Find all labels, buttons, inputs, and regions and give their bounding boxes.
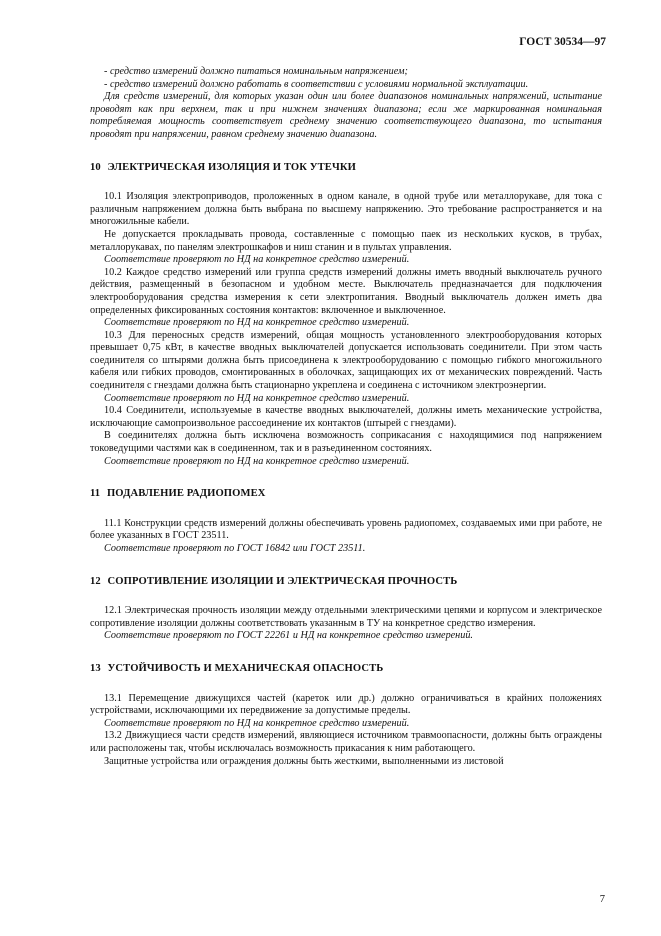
section-12-number: 12 — [90, 575, 101, 587]
section-10-heading — [90, 162, 602, 175]
compliance-note: Соответствие проверяют по НД на конкретное средство измерений. — [104, 392, 410, 404]
paragraph-13-2: 13.2 Движущиеся части средств измерений, являющиеся источником травмоопасности, должны быть ограждены или расположены так, чтобы исключалась возможность прикасания к ним работающего. — [90, 730, 602, 754]
paragraph-10-4-cont: В соединителях должна быть исключена возможность соприкасания с находящимися под напряжением токоведущими частями как в соединенном, так и в разъединенном состояниях. — [90, 430, 602, 455]
section-10-number: 10 — [90, 161, 101, 173]
paragraph-11-1: 11.1 Конструкции средств измерений должны обеспечивать уровень радиопомех, создаваемых ими при работе, не более указанных в ГОСТ 23511. — [90, 517, 602, 542]
compliance-note: Соответствие проверяют по ГОСТ 16842 или ГОСТ 23511. — [104, 543, 366, 554]
compliance-note: Соответствие проверяют по НД на конкретное средство измерений. — [104, 317, 410, 329]
paragraph-13-1: 13.1 Перемещение движущихся частей (кареток или др.) должно ограничиваться в крайних положениях устройствами, исключающими их передвижение за допустимые пределы. — [90, 692, 602, 717]
section-11-heading — [90, 488, 602, 501]
page-content — [90, 66, 602, 768]
section-13-title: УСТОЙЧИВОСТЬ И МЕХАНИЧЕСКАЯ ОПАСНОСТЬ — [107, 662, 384, 674]
paragraph-13-2-cont: Защитные устройства или ограждения должны быть жесткими, выполненными из листовой — [104, 755, 504, 767]
section-12-heading — [90, 576, 602, 589]
intro-bullet-1: - средство измерений должно питаться номинальным напряжением; — [104, 66, 408, 77]
intro-paragraph: Для средств измерений, для которых указан один или более диапазонов номинальных напряжений, испытание проводят как при верхнем, так и при нижнем значениях диапазона; если же маркированная номинальная потребляемая мощность соответствует среднему значению соответствующего диапазона, то испытания проводят при напряжении, равном среднему значению диапазона. — [90, 91, 602, 140]
section-11-title: ПОДАВЛЕНИЕ РАДИОПОМЕХ — [106, 488, 266, 500]
paragraph-10-4: 10.4 Соединители, используемые в качестве вводных выключателей, должны иметь механические устройства, исключающие самопроизвольное рассоединение их контактов (штырей с гнездами). — [90, 405, 602, 429]
compliance-note: Соответствие проверяют по НД на конкретное средство измерений. — [104, 717, 410, 729]
compliance-note: Соответствие проверяют по НД на конкретное средство измерений. — [104, 455, 410, 467]
standard-designation: ГОСТ 30534—97 — [519, 36, 606, 48]
section-13-number: 13 — [90, 662, 101, 674]
paragraph-10-1-cont: Не допускается прокладывать провода, составленные с помощью паек из нескольких кусков, в трубах, металлорукавах, по панелям электрошкафов и ниш станин и в пультах управления. — [90, 228, 602, 253]
paragraph-10-2: 10.2 Каждое средство измерений или группа средств измерений должны иметь вводный выключатель ручного действия, размещенный в безопасном и удобном месте. Выключатель предназначается для подключения электрооборудования средства измерения к сети электропитания. Вводный выключатель должен иметь два определенных фиксированных состояния контактов: включенное и выключенное. — [90, 266, 602, 316]
compliance-note: Соответствие проверяют по НД на конкретное средство измерений. — [104, 254, 410, 266]
paragraph-10-1: 10.1 Изоляция электроприводов, проложенных в одном канале, в одной трубе или металлорукаве, для тока с различным напряжением должна быть выбрана по высшему напряжению. Это требование распространяется и на многожильные кабели. — [90, 191, 602, 228]
section-10-title: ЭЛЕКТРИЧЕСКАЯ ИЗОЛЯЦИЯ И ТОК УТЕЧКИ — [107, 161, 356, 173]
page-number: 7 — [599, 894, 605, 905]
compliance-note: Соответствие проверяют по ГОСТ 22261 и НД на конкретное средство измерений. — [104, 630, 473, 642]
paragraph-12-1: 12.1 Электрическая прочность изоляции между отдельными электрическими цепями и корпусом и электрическое сопротивление изоляции должны соответствовать указанным в ТУ на конкретное средство измерения. — [90, 605, 602, 629]
intro-bullet-2: - средство измерений должно работать в соответствии с условиями нормальной эксплуатации. — [104, 78, 529, 90]
section-11-number: 11 — [90, 488, 101, 500]
paragraph-10-3: 10.3 Для переносных средств измерений, общая мощность установленного электрооборудования которых превышает 0,75 кВт, в качестве вводных выключателей допускается использовать соединители. При этом часть соединителя со штырями должна быть присоединена к электрооборудованию с помощью гибкого многожильного кабеля или гибких проводов, смонтированных в оболочках, защищающих их от механических повреждений. Часть соединителя с гнездами должна быть стационарно укреплена и соединена с источником электроэнергии. — [90, 329, 602, 392]
section-13-heading — [90, 663, 602, 676]
section-12-title: СОПРОТИВЛЕНИЕ ИЗОЛЯЦИИ И ЭЛЕКТРИЧЕСКАЯ ПРОЧНОСТЬ — [107, 575, 458, 587]
